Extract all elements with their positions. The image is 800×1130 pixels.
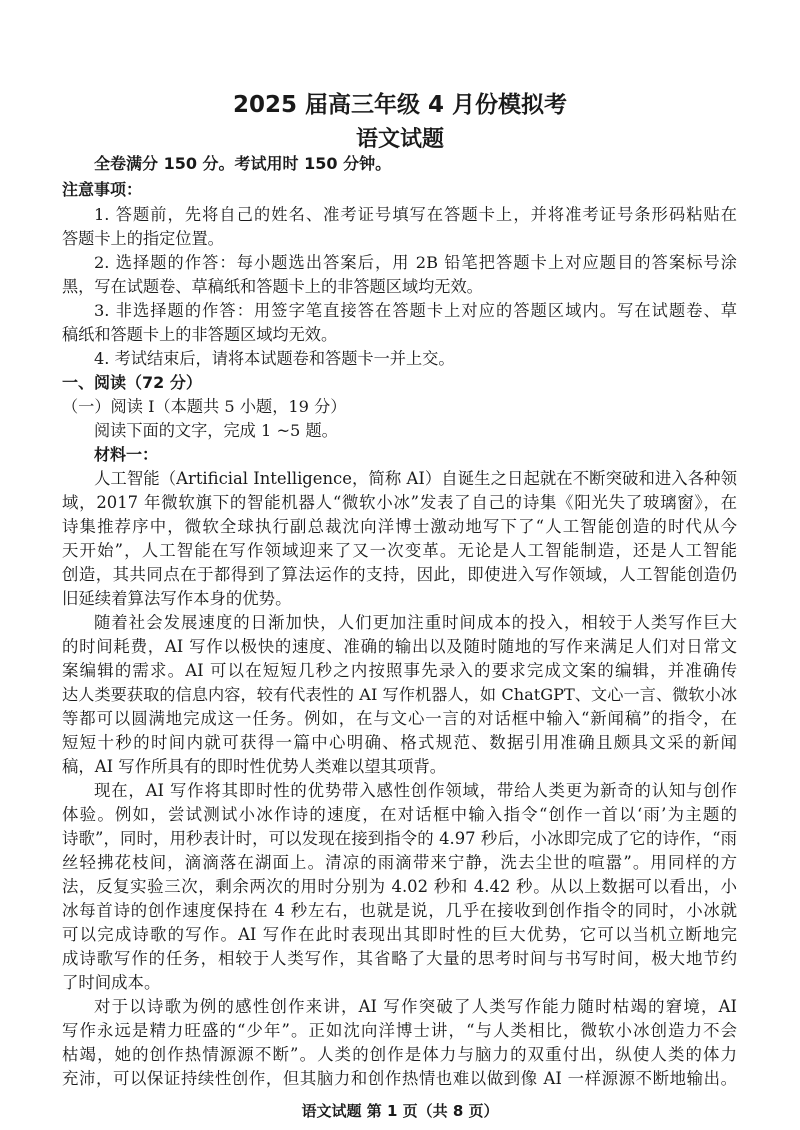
passage-p3-line-3: 诗歌”，同时，用秒表计时，可以发现在接到指令的 4.97 秒后，小冰即完成了它的诗作，“雨	[62, 829, 737, 848]
notice-item-1-line-2: 答题卡上的指定位置。	[62, 229, 224, 248]
notice-heading: 注意事项：	[62, 180, 143, 199]
passage-p4-line-3: 枯竭，她的创作热情源源不断”。人类的创作是体力与脑力的双重付出，纵使人类的体力	[62, 1045, 737, 1064]
passage-p3-line-9: 了时间成本。	[62, 973, 161, 992]
passage-p3-line-6: 冰每首诗的创作速度保持在 4 秒左右，也就是说，几乎在接收到创作指令的同时，小冰就	[62, 901, 737, 920]
section-sub-heading: （一）阅读 I（本题共 5 小题，19 分）	[62, 397, 347, 416]
notice-item-2-line-1: 2. 选择题的作答：每小题选出答案后，用 2B 铅笔把答题卡上对应题目的答案标号涂	[94, 253, 737, 272]
passage-p2-line-3: 案编辑的需求。AI 可以在短短几秒之内按照事先录入的要求完成文案的编辑，并准确传	[62, 661, 737, 680]
passage-p3-line-1: 现在，AI 写作将其即时性的优势带入感性创作领域，带给人类更为新奇的认知与创作	[94, 781, 737, 800]
passage-p3-line-5: 法，反复实验三次，剩余两次的用时分别为 4.02 秒和 4.42 秒。从以上数据可以看出，小	[62, 877, 737, 896]
passage-p3-line-4: 丝轻拂花枝间，滴滴落在湖面上。清凉的雨滴带来宁静，洗去尘世的喧嚣”。用同样的方	[62, 853, 737, 872]
passage-p4-line-2: 写作永远是精力旺盛的“少年”。正如沈向洋博士讲，“与人类相比，微软小冰创造力不会	[62, 1021, 737, 1040]
exam-title: 2025 届高三年级 4 月份模拟考	[232, 92, 568, 118]
passage-p2-line-7: 稿，AI 写作所具有的即时性优势人类难以望其项背。	[62, 757, 447, 776]
section-heading: 一、阅读（72 分）	[62, 373, 202, 392]
passage-p1-line-1: 人工智能（Artificial Intelligence，简称 AI）自诞生之日起就在不断突破和进入各种领	[94, 469, 737, 488]
page-footer: 语文试题 第 1 页（共 8 页）	[301, 1102, 499, 1120]
passage-p1-line-5: 创造，其共同点在于都得到了算法运作的支持，因此，即使进入写作领域，人工智能创造仍	[62, 565, 737, 584]
notice-item-3-line-1: 3. 非选择题的作答：用签字笔直接答在答题卡上对应的答题区域内。写在试题卷、草	[94, 301, 737, 320]
passage-p2-line-1: 随着社会发展速度的日渐加快，人们更加注重时间成本的投入，相较于人类写作巨大	[94, 613, 737, 632]
passage-p2-line-4: 达人类要获取的信息内容，较有代表性的 AI 写作机器人，如 ChatGPT、文心一言、微软小冰	[62, 685, 737, 704]
subject-title: 语文试题	[355, 127, 444, 152]
notice-item-4: 4. 考试结束后，请将本试题卷和答题卡一并上交。	[94, 349, 455, 368]
passage-p1-line-4: 天开始”，人工智能在写作领域迎来了又一次变革。无论是人工智能制造，还是人工智能	[62, 541, 737, 560]
passage-p1-line-3: 诗集推荐序中，微软全球执行副总裁沈向洋博士激动地写下了“人工智能创造的时代从今	[62, 517, 737, 536]
passage-p3-line-7: 可以完成诗歌的写作。AI 写作在此时表现出其即时性的巨大优势，它可以当机立断地完	[62, 925, 737, 944]
passage-p3-line-2: 体验。例如，尝试测试小冰作诗的速度，在对话框中输入指令“创作一首以‘雨’为主题的	[62, 805, 737, 824]
passage-p2-line-5: 等都可以圆满地完成这一任务。例如，在与文心一言的对话框中输入“新闻稿”的指令，在	[62, 709, 737, 728]
notice-item-3-line-2: 稿纸和答题卡上的非答题区域均无效。	[62, 325, 338, 344]
score-info: 全卷满分 150 分。考试用时 150 分钟。	[94, 154, 392, 173]
passage-p3-line-8: 成诗歌写作的任务，相较于人类写作，其省略了大量的思考时间与书写时间，极大地节约	[62, 949, 737, 968]
passage-p1-line-2: 域，2017 年微软旗下的智能机器人“微软小冰”发表了自己的诗集《阳光失了玻璃窗》，在	[62, 493, 737, 512]
notice-item-2-line-2: 黑，写在试题卷、草稿纸和答题卡上的非答题区域均无效。	[62, 277, 483, 296]
section-instruction: 阅读下面的文字，完成 1 ~5 题。	[94, 421, 338, 440]
material-label: 材料一：	[94, 445, 159, 464]
passage-p4-line-4: 充沛，可以保证持续性创作，但其脑力和创作热情也难以做到像 AI 一样源源不断地输出。	[62, 1069, 737, 1088]
passage-p1-line-6: 旧延续着算法写作本身的优势。	[62, 589, 292, 608]
passage-p4-line-1: 对于以诗歌为例的感性创作来讲，AI 写作突破了人类写作能力随时枯竭的窘境，AI	[94, 997, 737, 1016]
passage-p2-line-6: 短短十秒的时间内就可获得一篇中心明确、格式规范、数据引用准确且颇具文采的新闻	[62, 733, 737, 752]
passage-p2-line-2: 的时间耗费，AI 写作以极快的速度、准确的输出以及随时随地的写作来满足人们对日常文	[62, 637, 737, 656]
notice-item-1-line-1: 1. 答题前，先将自己的姓名、准考证号填写在答题卡上，并将准考证号条形码粘贴在	[94, 205, 737, 224]
